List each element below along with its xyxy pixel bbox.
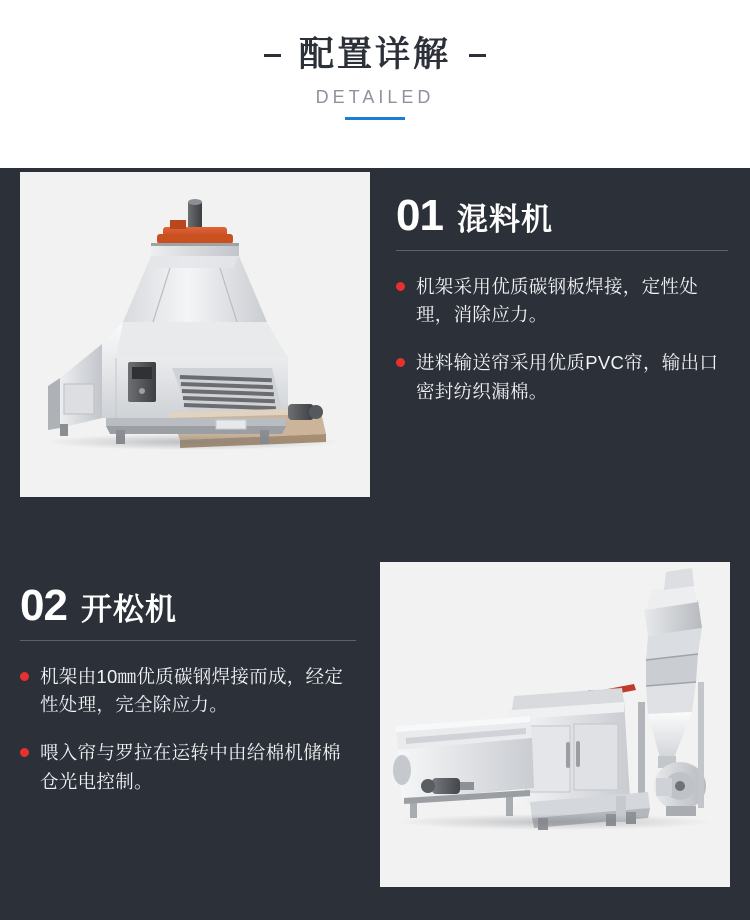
opening-machine-shadow — [400, 814, 710, 830]
section-02-bullet-list — [20, 663, 356, 797]
section-01-divider — [396, 250, 728, 251]
opening-machine-svg — [380, 562, 730, 887]
bullet-dot-icon — [20, 748, 29, 757]
bullet-text: 机架由10㎜优质碳钢焊接而成，经定性处理，完全除应力。 — [40, 665, 344, 716]
list-item — [396, 273, 728, 331]
page-title: 配置详解 — [298, 35, 451, 74]
list-item — [20, 739, 356, 797]
section-02-heading — [20, 581, 356, 640]
opening-machine-illustration — [380, 562, 730, 887]
title-left-dash-icon — [264, 54, 281, 57]
mixing-machine-photo — [20, 172, 370, 497]
page-subtitle: DETAILED — [315, 86, 435, 107]
bullet-dot-icon — [396, 358, 405, 367]
mixing-machine-shadow — [48, 434, 338, 450]
section-01 — [396, 191, 728, 426]
section-01-bullet-list — [396, 273, 728, 407]
section-01-heading — [396, 191, 728, 250]
list-item — [20, 663, 356, 721]
bullet-text: 机架采用优质碳钢板焊接，定性处理，消除应力。 — [416, 275, 699, 326]
mixing-machine-illustration — [20, 172, 370, 497]
section-02-title: 开松机 — [80, 591, 177, 627]
bullet-text: 喂入帘与罗拉在运转中由给棉机储棉仓光电控制。 — [40, 742, 341, 793]
bullet-dot-icon — [20, 672, 29, 681]
section-02-number: 02 — [20, 581, 67, 630]
bullet-text: 进料输送帘采用优质PVC帘，输出口密封纺织漏棉。 — [416, 352, 719, 403]
page-title-row — [0, 36, 750, 75]
opening-machine-photo — [380, 562, 730, 887]
section-01-title: 混料机 — [456, 201, 553, 237]
title-right-dash-icon — [469, 54, 486, 57]
section-02 — [20, 581, 356, 816]
page-header — [0, 0, 750, 120]
title-underline-accent — [345, 117, 405, 120]
bullet-dot-icon — [396, 282, 405, 291]
list-item — [396, 349, 728, 407]
section-01-number: 01 — [396, 191, 443, 240]
section-02-divider — [20, 640, 356, 641]
